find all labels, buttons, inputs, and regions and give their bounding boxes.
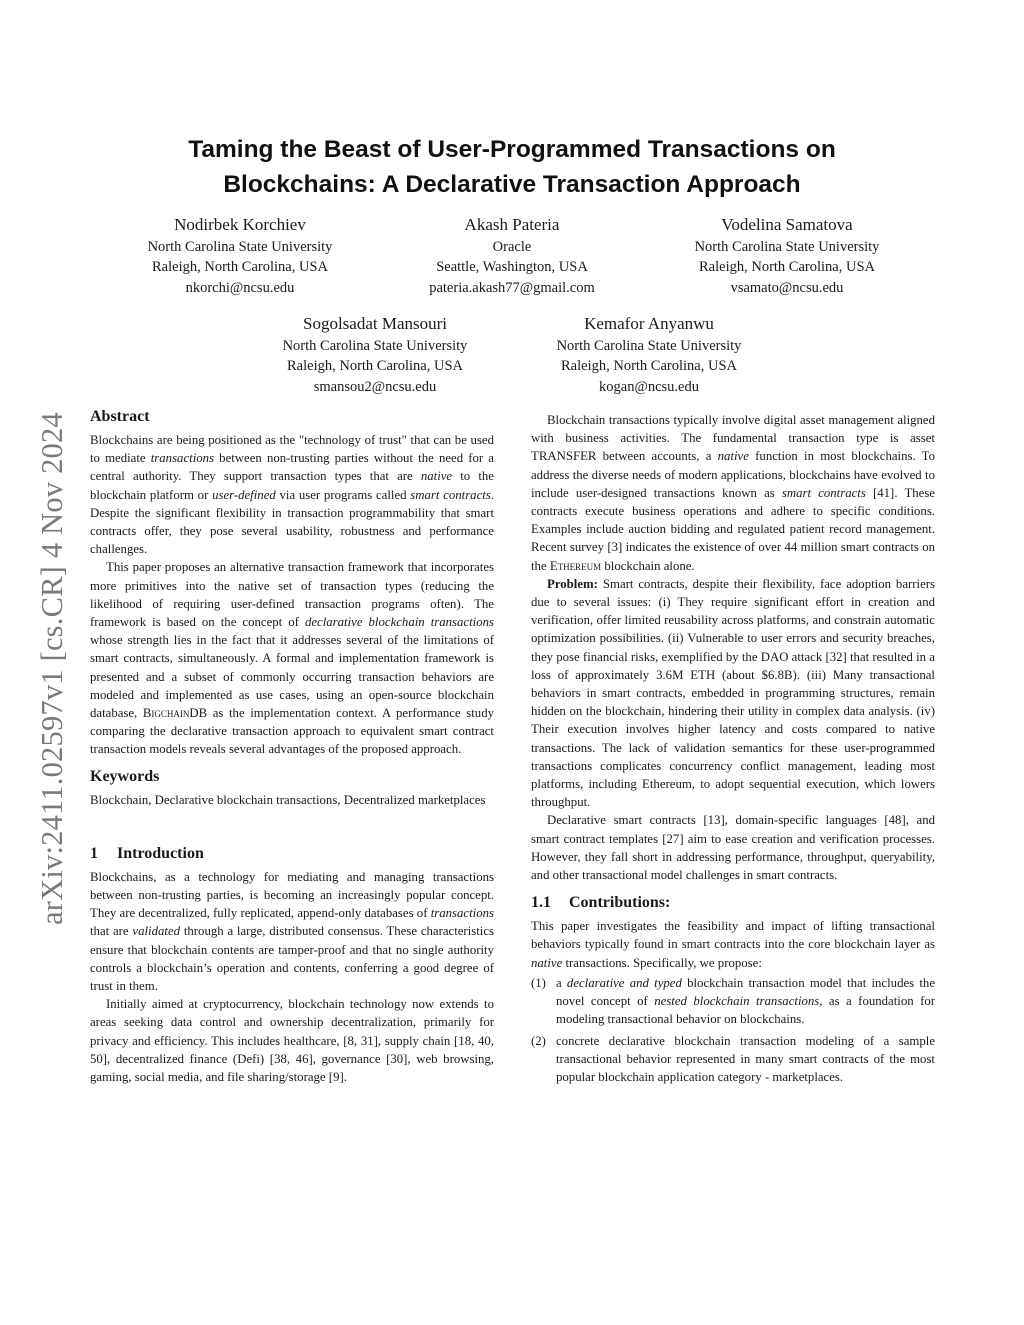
right-column [531, 411, 935, 1086]
author-name: Sogolsadat Mansouri [302, 314, 448, 333]
intro-paragraph-1: Blockchains, as a technology for mediating and managing transactions between non-trusting parties, is becoming an increasingly popular concept. They are decentralized, fully replicated, append-only databases of transactions that are validated through a large, distributed consensus. These characteristics ensure that blockchain contents are tamper-proof and that no single authority controls a blockchain’s operation and contents, conferring a good degree of trust in them. [90, 869, 495, 994]
paper-title [112, 132, 912, 202]
author-name: Vodelina Samatova [721, 215, 853, 234]
title-line-1: Taming the Beast of User-Programmed Transactions on [188, 136, 836, 163]
author-block-3 [657, 214, 917, 298]
abstract-paragraph-1: Blockchains are being positioned as the "technology of trust" that can be used to mediate transactions between non-trusting parties without the need for a central authority. They support transaction types that are native to the blockchain platform or user-defined via user programs called smart contracts. Despite the significant flexibility in transaction programmability that smart contracts offer, they pose several usability, robustness and performance challenges. [90, 433, 494, 557]
list-marker: (2) [531, 1033, 546, 1048]
author-email[interactable]: kogan@ncsu.edu [599, 378, 699, 395]
problem-paragraph: Problem: Smart contracts, despite their flexibility, face adoption barriers due to several issues: (i) They require significant effort in creation and verification, offer limited reusability across platforms, and constrain automatic optimization possibilities. (ii) Vulnerable to user errors and security breaches, they pose financial risks, exemplified by the DAO attack [32] that resulted in a loss of approximately 3.6M ETH (about $6.8B). (iii) Many transactional behaviors in smart contracts, embedded in programming structures, remain hidden on the blockchain, hindering their utility in complex data analysis. (iv) Their execution involves higher latency and costs compared to native transactions. The lack of validation semantics for these user-programmed transactions complicates concurrency conflict management, leading most platforms, including Ethereum, to adopt sequential execution, which lowers throughput. [531, 576, 935, 810]
keywords-text: Blockchain, Declarative blockchain transactions, Decentralized marketplaces [90, 792, 486, 807]
contributions-intro: This paper investigates the feasibility and impact of lifting transactional behaviors typically found in smart contracts into the core blockchain layer as native transactions. Specifically, we propose: [531, 919, 935, 970]
author-affiliation: Oracle [492, 239, 532, 255]
author-block-2 [382, 214, 642, 298]
author-name: Nodirbek Korchiev [174, 215, 306, 234]
contribution-item: (2) concrete declarative blockchain transaction modeling of a sample transactional behavior represented in many smart contracts of the most popular blockchain application category - marketplaces. [531, 1033, 935, 1084]
author-block-5 [519, 313, 779, 397]
author-affiliation: North Carolina State University [282, 338, 468, 354]
author-affiliation: North Carolina State University [694, 239, 880, 255]
author-block-1 [110, 214, 370, 298]
abstract-paragraph-2: This paper proposes an alternative transaction framework that incorporates more primitives into the native set of transaction types (reducing the likelihood of requiring user-defined transaction programs often). The framework is based on the concept of declarative blockchain transactions whose strength lies in the fact that it addresses several of the limitations of smart contracts, simultaneously. A formal and implementation framework is presented and a subset of commonly occurring transaction behaviors are modeled and implemented as use cases, using an open-source blockchain database, BigchainDB as the implementation context. A performance study comparing the declarative transaction approach to equivalent smart contract transaction models reveals several advantages of the proposed approach. [90, 560, 494, 757]
contributions-heading: 1.1 Contributions: [531, 894, 671, 912]
author-location: Raleigh, North Carolina, USA [699, 259, 875, 276]
author-location: Raleigh, North Carolina, USA [561, 358, 737, 375]
left-column [90, 406, 494, 1086]
list-marker: (1) [531, 975, 546, 990]
intro-paragraph-5: Declarative smart contracts [13], domain-specific languages [48], and smart contract templates [27] aim to ease creation and verification processes. However, they fall short in addressing performance, throughput, queryability, and other transactional model challenges in smart contracts. [531, 813, 935, 883]
contribution-item: (1) a declarative and typed blockchain transaction model that includes the novel concept of nested blockchain transactions, as a foundation for modeling transactional behavior on blockchains. [531, 975, 936, 1027]
author-email[interactable]: pateria.akash77@gmail.com [429, 279, 595, 296]
introduction-heading: 1 Introduction [90, 844, 204, 862]
author-affiliation: North Carolina State University [147, 239, 333, 255]
title-line-2: Blockchains: A Declarative Transaction Approach [223, 171, 801, 198]
author-email[interactable]: smansou2@ncsu.edu [313, 378, 437, 395]
author-affiliation: North Carolina State University [556, 338, 742, 354]
intro-paragraph-3: Blockchain transactions typically involve digital asset management aligned with business activities. The fundamental transaction type is asset TRANSFER between accounts, a native function in most blockchains. To address the diverse needs of modern applications, blockchains have evolved to include user-designed transactions known as smart contracts [41]. These contracts execute business operations and adhere to specific conditions. Examples include auction bidding and regulated patient record management. Recent survey [3] indicates the existence of over 44 million smart contracts on the Ethereum blockchain alone. [531, 413, 936, 573]
author-email[interactable]: nkorchi@ncsu.edu [185, 279, 295, 296]
problem-label: Problem: [547, 576, 598, 591]
author-location: Raleigh, North Carolina, USA [287, 358, 463, 375]
author-location: Seattle, Washington, USA [436, 259, 588, 276]
abstract-heading: Abstract [90, 408, 150, 425]
author-name: Akash Pateria [464, 215, 560, 234]
keywords-heading: Keywords [90, 767, 160, 785]
author-location: Raleigh, North Carolina, USA [152, 259, 328, 276]
arxiv-identifier: arXiv:2411.02597v1 [cs.CR] 4 Nov 2024 [35, 412, 69, 925]
intro-paragraph-2: Initially aimed at cryptocurrency, blockchain technology now extends to areas seeking data control and ownership decentralization, primarily for privacy and efficiency. This includes healthcare, [8, 31], supply chain [18, 40, 50], decentralized finance (Defi) [38, 46], governance [30], web browsing, gaming, social media, and file sharing/storage [9]. [90, 997, 494, 1085]
author-block-4 [245, 313, 505, 397]
author-email[interactable]: vsamato@ncsu.edu [730, 279, 844, 296]
author-name: Kemafor Anyanwu [584, 314, 714, 333]
